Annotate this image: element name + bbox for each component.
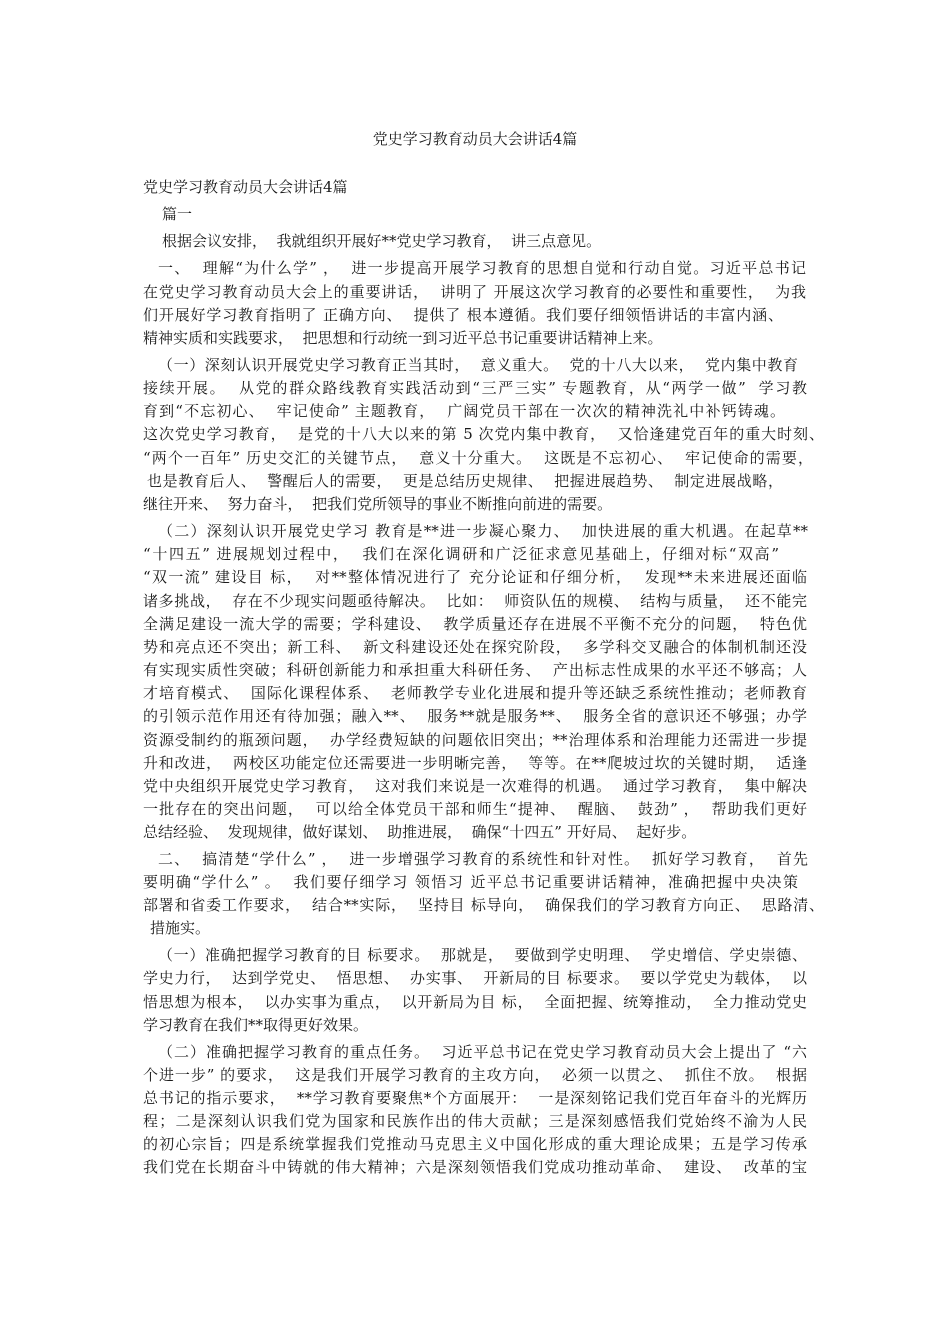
paragraph-line: “两个一百年” 历史交汇的关键节点， 意义十分重大。 这既是不忘初心、 牢记使命的需要， [143, 449, 813, 467]
paragraph-line: 育到“不忘初心、 牢记使命” 主题教育， 广阔党员干部在一次次的精神洗礼中补钙铸魂。 [143, 402, 785, 420]
paragraph-line: 一批存在的突出问题， 可以给全体党员干部和师生“提神、 醒脑、 鼓劲” ， 帮助我们更好 [143, 800, 807, 818]
paragraph-line: 个进一步” 的要求， 这是我们开展学习教育的主攻方向， 必须一以贯之、 抓住不放。 根据 [143, 1066, 807, 1084]
paragraph-line: 部署和省委工作要求， 结合**实际， 坚持目 标导向， 确保我们的学习教育方向正、 思路清、 [143, 896, 824, 914]
paragraph-line: （二）准确把握学习教育的重点任务。 习近平总书记在党史学习教育动员大会上提出了 “六 [158, 1043, 807, 1061]
paragraph-line: 升和改进， 两校区功能定位还需要进一步明晰完善， 等等。在**爬坡过坎的关键时期， 适逢 [143, 754, 807, 772]
paragraph-line: 措施实。 [150, 919, 211, 937]
paragraph-line: “双一流” 建设目 标， 对**整体情况进行了 充分论证和仔细分析， 发现**未来进展还面临 [143, 568, 807, 586]
paragraph-line: 才培育模式、 国际化课程体系、 老师教学专业化进展和提升等还缺乏系统性推动；老师教育 [143, 684, 807, 702]
paragraph-line: 二、 搞清楚“学什么” ， 进一步增强学习教育的系统性和针对性。 抓好学习教育， 首先 [158, 850, 808, 868]
paragraph-line: 我们党在长期奋斗中铸就的伟大精神；六是深刻领悟我们党成功推动革命、 建设、 改革的宝 [143, 1158, 807, 1176]
paragraph-line: 党中央组织开展党史学习教育， 这对我们来说是一次难得的机遇。 通过学习教育， 集中解决 [143, 777, 807, 795]
paragraph-line: 程；二是深刻认识我们党为国家和民族作出的伟大贡献；三是深刻感悟我们党始终不渝为人民 [143, 1112, 807, 1130]
paragraph-line: 在党史学习教育动员大会上的重要讲话， 讲明了 开展这次学习教育的必要性和重要性， 为我 [143, 283, 806, 301]
paragraph-line: 总结经验、 发现规律，做好谋划、 助推进展， 确保“十四五” 开好局、 起好步。 [143, 823, 697, 841]
paragraph-line: 有实现实质性突破；科研创新能力和承担重大科研任务、 产出标志性成果的水平还不够高；人 [143, 661, 807, 679]
paragraph-line: 全满足建设一流大学的需要；学科建设、 教学质量还存在进展不平衡不充分的问题， 特色优 [143, 615, 807, 633]
paragraph-line: 势和亮点还不突出；新工科、 新文科建设还处在探究阶段， 多学科交叉融合的体制机制还没 [143, 638, 807, 656]
paragraph-line: 学史力行， 达到学党史、 悟思想、 办实事、 开新局的目 标要求。 要以学党史为载体， 以 [143, 969, 807, 987]
paragraph-line: 总书记的指示要求， **学习教育要聚焦*个方面展开： 一是深刻铭记我们党百年奋斗的光辉历 [143, 1089, 807, 1107]
paragraph-line: 的初心宗旨；四是系统掌握我们党推动马克思主义中国化形成的重大理论成果；五是学习传承 [143, 1135, 807, 1153]
paragraph-line: 精神实质和实践要求， 把思想和行动统一到习近平总书记重要讲话精神上来。 [143, 329, 663, 347]
paragraph-line: 一、 理解“为什么学” ， 进一步提高开展学习教育的思想自觉和行动自觉。习近平总书记 [158, 259, 806, 277]
paragraph-line: 根据会议安排， 我就组织开展好**党史学习教育， 讲三点意见。 [162, 232, 602, 250]
paragraph-line: 学习教育在我们**取得更好效果。 [143, 1016, 369, 1034]
paragraph-line: 诸多挑战， 存在不少现实问题亟待解决。 比如： 师资队伍的规模、 结构与质量， 还不能完 [143, 592, 807, 610]
paragraph-line: （一）深刻认识开展党史学习教育正当其时， 意义重大。 党的十八大以来， 党内集中教育 [158, 356, 798, 374]
paragraph-line: （一）准确把握学习教育的目 标要求。 那就是， 要做到学史明理、 学史增信、学史崇德、 [158, 946, 807, 964]
paragraph-line: 这次党史学习教育， 是党的十八大以来的第 5 次党内集中教育， 又恰逢建党百年的重大时刻、 [143, 425, 824, 443]
paragraph-line: “十四五” 进展规划过程中， 我们在深化调研和广泛征求意见基础上，仔细对标“双高” [143, 545, 779, 563]
paragraph-line: （二）深刻认识开展党史学习 教育是**进一步凝心聚力、 加快进展的重大机遇。在起草** [158, 522, 808, 540]
paragraph-line: 也是教育后人、 警醒后人的需要， 更是总结历史规律、 把握进展趋势、 制定进展战略， [147, 472, 783, 490]
paragraph-line: 悟思想为根本， 以办实事为重点， 以开新局为目 标， 全面把握、统筹推动， 全力推动党史 [143, 993, 807, 1011]
paragraph-line: 要明确“学什么” 。 我们要仔细学习 领悟习 近平总书记重要讲话精神，准确把握中央决策 [143, 873, 798, 891]
doc-title: 党史学习教育动员大会讲话4篇 [143, 178, 348, 196]
paragraph-line: 接续开展。 从党的群众路线教育实践活动到“三严三实” 专题教育，从“两学一做” 学习教 [143, 379, 807, 397]
paragraph-line: 们开展好学习教育指明了 正确方向、 提供了 根本遵循。我们要仔细领悟讲话的丰富内涵、 [143, 306, 783, 324]
page-title: 党史学习教育动员大会讲话4篇 [372, 130, 578, 148]
paragraph-line: 资源受制约的瓶颈问题， 办学经费短缺的问题依旧突出；**治理体系和治理能力还需进一步提 [143, 731, 807, 749]
section-label: 篇一 [162, 205, 193, 223]
paragraph-line: 的引领示范作用还有待加强；融入**、 服务**就是服务**、 服务全省的意识还不够强；办学 [143, 707, 807, 725]
paragraph-line: 继往开来、 努力奋斗， 把我们党所领导的事业不断推向前进的需要。 [143, 495, 613, 513]
